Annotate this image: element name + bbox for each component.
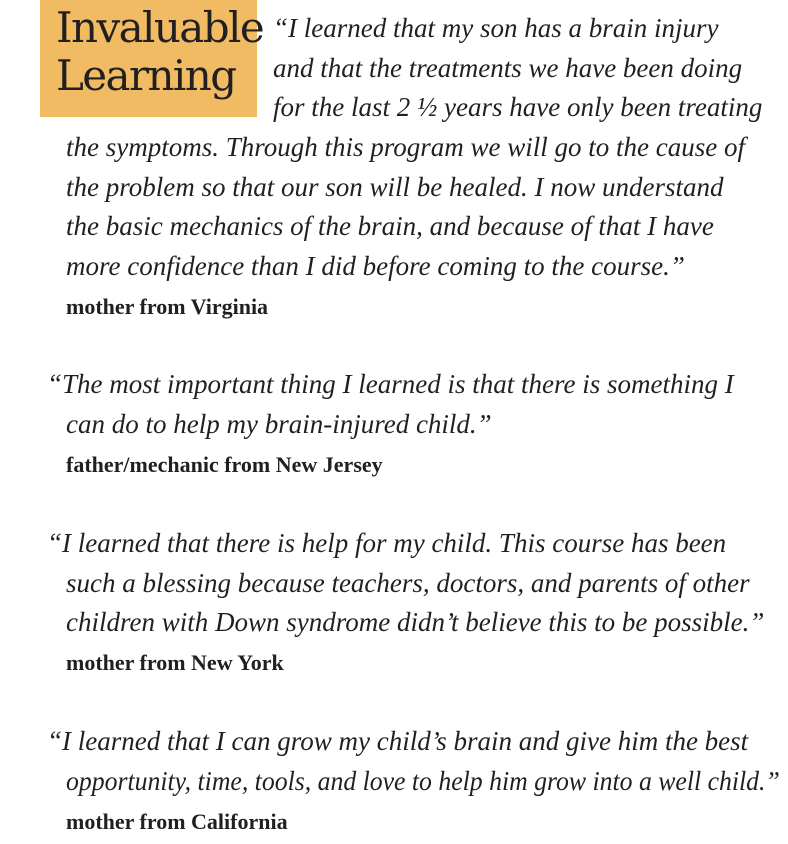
- quote-line: opportunity, time, tools, and love to help him grow into a well child.”: [66, 766, 780, 796]
- quote-line: “I learned that I can grow my child’s brain and give him the best: [47, 726, 749, 756]
- quote-line: children with Down syndrome didn’t believe this to be possible.”: [66, 607, 765, 637]
- testimonial-attribution: mother from New York: [66, 650, 284, 675]
- quote-line: “The most important thing I learned is that there is something I: [47, 369, 734, 399]
- quote-line: can do to help my brain-injured child.”: [66, 409, 492, 439]
- quote-line: “I learned that my son has a brain injury: [273, 13, 719, 43]
- quote-line: for the last 2 ½ years have only been treating: [273, 92, 763, 122]
- testimonial-attribution: mother from California: [66, 809, 288, 834]
- section-title-box: [40, 0, 264, 117]
- quote-line: “I learned that there is help for my child. This course has been: [47, 528, 727, 558]
- testimonial-attribution: mother from Virginia: [66, 294, 269, 319]
- section-title-line-1: Invaluable: [56, 3, 264, 52]
- quote-line: more confidence than I did before coming to the course.”: [66, 251, 685, 281]
- quote-line: such a blessing because teachers, doctors, and parents of other: [66, 568, 750, 598]
- quote-line: the basic mechanics of the brain, and because of that I have: [66, 211, 714, 241]
- quote-line: the problem so that our son will be healed. I now understand: [66, 172, 724, 202]
- quote-line: the symptoms. Through this program we will go to the cause of: [66, 132, 745, 162]
- testimonial-attribution: father/mechanic from New Jersey: [66, 452, 383, 477]
- section-title-line-2: Learning: [56, 51, 236, 100]
- quote-line: and that the treatments we have been doing: [273, 53, 743, 83]
